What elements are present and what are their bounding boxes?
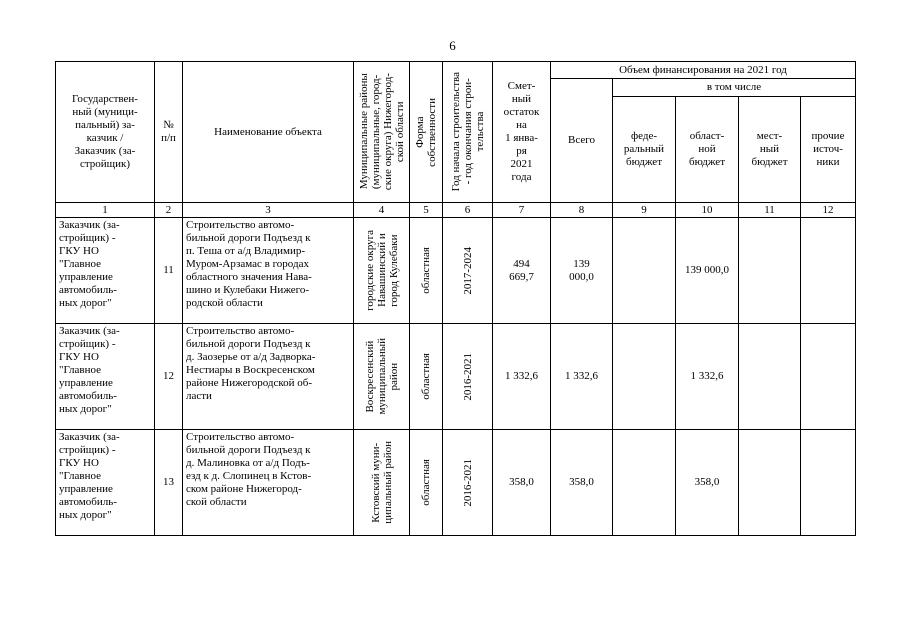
header-ownership xyxy=(410,62,443,203)
row-local xyxy=(739,218,801,324)
row-number: 12 xyxy=(155,324,183,430)
row-ownership-label: областная xyxy=(420,247,432,294)
row-federal xyxy=(613,218,676,324)
row-number: 11 xyxy=(155,218,183,324)
table-row xyxy=(56,218,856,324)
column-number: 7 xyxy=(493,203,551,218)
header-other: прочие источ- ники xyxy=(801,97,856,203)
header-including: в том числе xyxy=(613,79,856,97)
row-customer: Заказчик (за- стройщик) - ГКУ НО "Главное управление автомобиль- ных дорог" xyxy=(56,324,155,430)
row-total: 358,0 xyxy=(551,430,613,536)
header-object-name: Наименование объекта xyxy=(183,62,354,203)
row-years xyxy=(443,430,493,536)
row-number: 13 xyxy=(155,430,183,536)
row-total: 139 000,0 xyxy=(551,218,613,324)
row-ownership xyxy=(410,324,443,430)
column-number-row xyxy=(56,203,856,218)
column-number: 4 xyxy=(354,203,410,218)
row-total: 1 332,6 xyxy=(551,324,613,430)
table-row xyxy=(56,324,856,430)
row-other xyxy=(801,324,856,430)
row-regional: 139 000,0 xyxy=(676,218,739,324)
header-estimated-remainder: Смет- ный остаток на 1 янва- ря 2021 года xyxy=(493,62,551,203)
header-total: Всего xyxy=(551,79,613,203)
header-customer: Государствен- ный (муници- пальный) за- казчик / Заказчик (за- стройщик) xyxy=(56,62,155,203)
column-number: 9 xyxy=(613,203,676,218)
header-regional: област- ной бюджет xyxy=(676,97,739,203)
row-regional: 1 332,6 xyxy=(676,324,739,430)
row-ownership-label: областная xyxy=(420,459,432,506)
row-object: Строительство автомо- бильной дороги Подъезд к д. Заозерье от а/д Задворка- Нестиары в Воскресенском районе Нижегородской об- ласти xyxy=(183,324,354,430)
column-number: 8 xyxy=(551,203,613,218)
row-local xyxy=(739,324,801,430)
page-number: 6 xyxy=(449,38,456,53)
row-object: Строительство автомо- бильной дороги Подъезд к п. Теша от а/д Владимир- Муром-Арзамас в городах областного значения Нава- шино и Кулебаки Нижего- родской области xyxy=(183,218,354,324)
row-years xyxy=(443,324,493,430)
column-number: 10 xyxy=(676,203,739,218)
row-federal xyxy=(613,430,676,536)
column-number: 3 xyxy=(183,203,354,218)
header-years xyxy=(443,62,493,203)
row-remainder: 494 669,7 xyxy=(493,218,551,324)
row-district-label: Кстовский муни- ципальный район xyxy=(369,441,394,524)
row-other xyxy=(801,430,856,536)
column-number: 6 xyxy=(443,203,493,218)
row-regional: 358,0 xyxy=(676,430,739,536)
row-years-label: 2016-2021 xyxy=(461,352,474,401)
row-other xyxy=(801,218,856,324)
row-district-label: городские округа Навашинский и город Кулебаки xyxy=(363,230,400,311)
row-remainder: 358,0 xyxy=(493,430,551,536)
column-number: 2 xyxy=(155,203,183,218)
header-funding-volume: Объем финансирования на 2021 год xyxy=(551,62,856,79)
row-object: Строительство автомо- бильной дороги Подъезд к д. Малиновка от а/д Подъ- езд к д. Слопинец в Кстов- ском районе Нижегород- ской области xyxy=(183,430,354,536)
row-district xyxy=(354,218,410,324)
row-remainder: 1 332,6 xyxy=(493,324,551,430)
row-district-label: Воскресенский муниципальный район xyxy=(363,338,400,415)
financing-table xyxy=(55,61,856,536)
table-row xyxy=(56,430,856,536)
column-number: 12 xyxy=(801,203,856,218)
row-district xyxy=(354,324,410,430)
row-ownership xyxy=(410,430,443,536)
row-ownership-label: областная xyxy=(420,353,432,400)
header-federal: феде- ральный бюджет xyxy=(613,97,676,203)
header-number: № п/п xyxy=(155,62,183,203)
header-districts-label: Муниципальные районы (муниципальные, город- ские округа) Нижегород- ской области xyxy=(357,73,406,191)
column-number: 11 xyxy=(739,203,801,218)
row-federal xyxy=(613,324,676,430)
column-number: 1 xyxy=(56,203,155,218)
header-ownership-label: Форма собственности xyxy=(414,97,438,167)
row-years-label: 2017-2024 xyxy=(461,246,474,295)
row-customer: Заказчик (за- стройщик) - ГКУ НО "Главное управление автомобиль- ных дорог" xyxy=(56,218,155,324)
row-years xyxy=(443,218,493,324)
row-customer: Заказчик (за- стройщик) - ГКУ НО "Главное управление автомобиль- ных дорог" xyxy=(56,430,155,536)
header-districts xyxy=(354,62,410,203)
header-local: мест- ный бюджет xyxy=(739,97,801,203)
row-years-label: 2016-2021 xyxy=(461,458,474,507)
row-ownership xyxy=(410,218,443,324)
row-local xyxy=(739,430,801,536)
column-number: 5 xyxy=(410,203,443,218)
header-years-label: Год начала строительства - год окончания строи- тельства xyxy=(449,72,486,192)
row-district xyxy=(354,430,410,536)
